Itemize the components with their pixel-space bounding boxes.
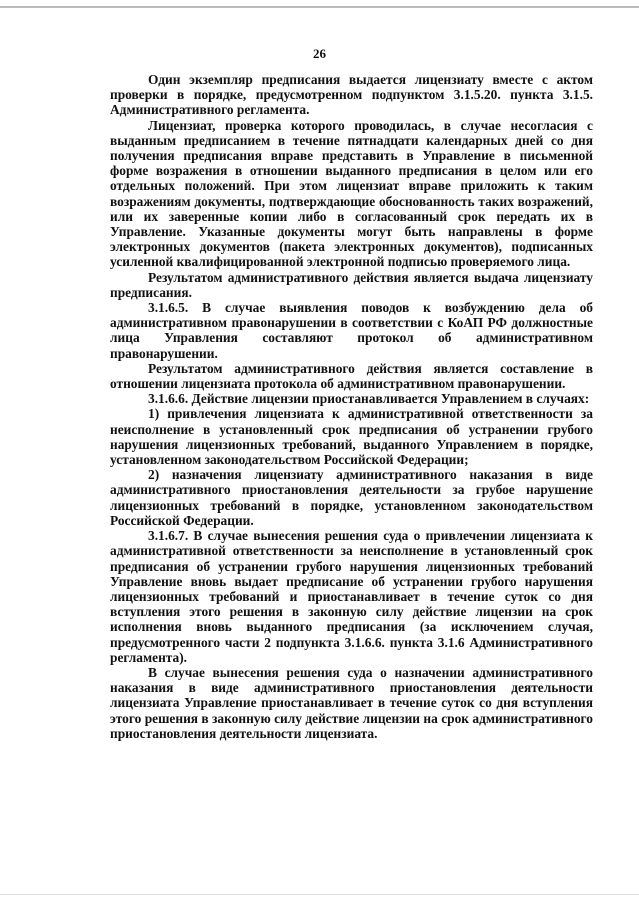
list-item-2: 2) назначения лицензиату административного наказания в виде административного приостановления деятельности за грубое нарушение лицензионных требований в порядке, установленном законодательством Российской Федерации. <box>110 467 593 528</box>
paragraph-result-prescription: Результатом административного действия является выдача лицензиату предписания. <box>110 269 593 300</box>
scan-top-edge <box>0 6 639 8</box>
page-number: 26 <box>313 46 326 61</box>
paragraph-copy-issued: Один экземпляр предписания выдается лицензиату вместе с актом проверки в порядке, предусмотренном подпунктом 3.1.5.20. пункта 3.1.5. Административного регламента. <box>110 72 593 118</box>
paragraph-3-1-6-5: 3.1.6.5. В случае выявления поводов к возбуждению дела об административном правонарушении в соответствии с КоАП РФ должностные лица Управления составляют протокол об административном правонарушении. <box>110 300 593 361</box>
paragraph-objections: Лицензиат, проверка которого проводилась, в случае несогласия с выданным предписанием в течение пятнадцати календарных дней со дня получения предписания вправе представить в Управление в письменной форме возражения в отношении выданного предписания в целом или его отдельных положений. При этом лицензиат вправе приложить к таким возражениям документы, подтверждающие обоснованность таких возражений, или их заверенные копии либо в согласованный срок передать их в Управление. Указанные документы могут быть направлены в форме электронных документов (пакета электронных документов), подписанных усиленной квалифицированной электронной подписью проверяемого лица. <box>110 117 593 270</box>
scan-bottom-edge <box>0 894 639 895</box>
document-body <box>110 72 593 741</box>
paragraph-result-protocol: Результатом административного действия является составление в отношении лицензиата протокола об административном правонарушении. <box>110 360 593 392</box>
paragraph-court-decision: В случае вынесения решения суда о назначении административного наказания в виде административного приостановления деятельности лицензиата Управление приостанавливает в течение суток со дня вступления этого решения в законную силу действие лицензии на срок административного приостановления деятельности лицензиата. <box>110 664 593 741</box>
list-item-1: 1) привлечения лицензиата к административной ответственности за неисполнение в установленный срок предписания об устранении грубого нарушения лицензионных требований, выданного Управлением в порядке, установленном законодательством Российской Федерации; <box>110 406 593 468</box>
paragraph-3-1-6-7: 3.1.6.7. В случае вынесения решения суда о привлечении лицензиата к административной ответственности за неисполнение в установленный срок предписания об устранении грубого нарушения лицензионных требований Управление вновь выдает предписание об устранении грубого нарушения лицензионных требований и приостанавливает в течение суток со дня вступления этого решения в законную силу действие лицензии на срок исполнения вновь выданного предписания (за исключением случая, предусмотренного части 2 подпункта 3.1.6.6. пункта 3.1.6 Административного регламента). <box>110 528 593 665</box>
paragraph-3-1-6-6: 3.1.6.6. Действие лицензии приостанавливается Управлением в случаях: <box>148 391 590 407</box>
